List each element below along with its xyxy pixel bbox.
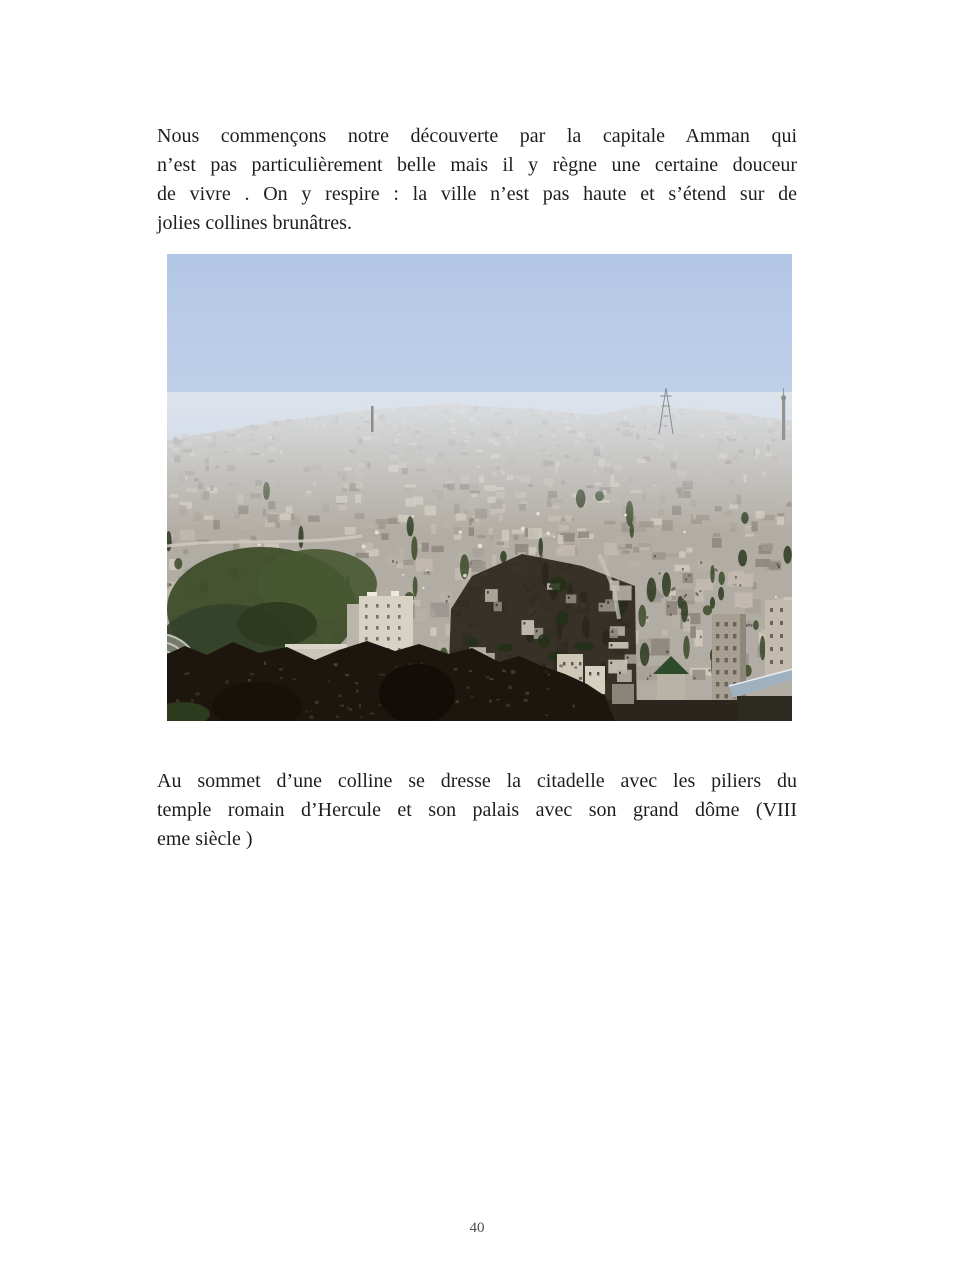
paragraph-citadel [157, 767, 797, 854]
cityscape-illustration [167, 254, 792, 721]
paragraph-intro [157, 122, 797, 238]
text-line: Nous commençons notre découverte par la capitale Amman qui [157, 125, 797, 147]
text-line: temple romain d’Hercule et son palais avec son grand dôme (VIII [157, 799, 797, 821]
text-line: jolies collines brunâtres. [157, 212, 352, 234]
text-line: de vivre . On y respire : la ville n’est pas haute et s’étend sur de [157, 183, 797, 205]
text-line: eme siècle ) [157, 828, 253, 850]
text-line: n’est pas particulièrement belle mais il y règne une certaine douceur [157, 154, 797, 176]
text-line: Au sommet d’une colline se dresse la citadelle avec les piliers du [157, 770, 797, 792]
amman-cityscape-photo [167, 254, 792, 721]
page-number: 40 [469, 1220, 485, 1236]
